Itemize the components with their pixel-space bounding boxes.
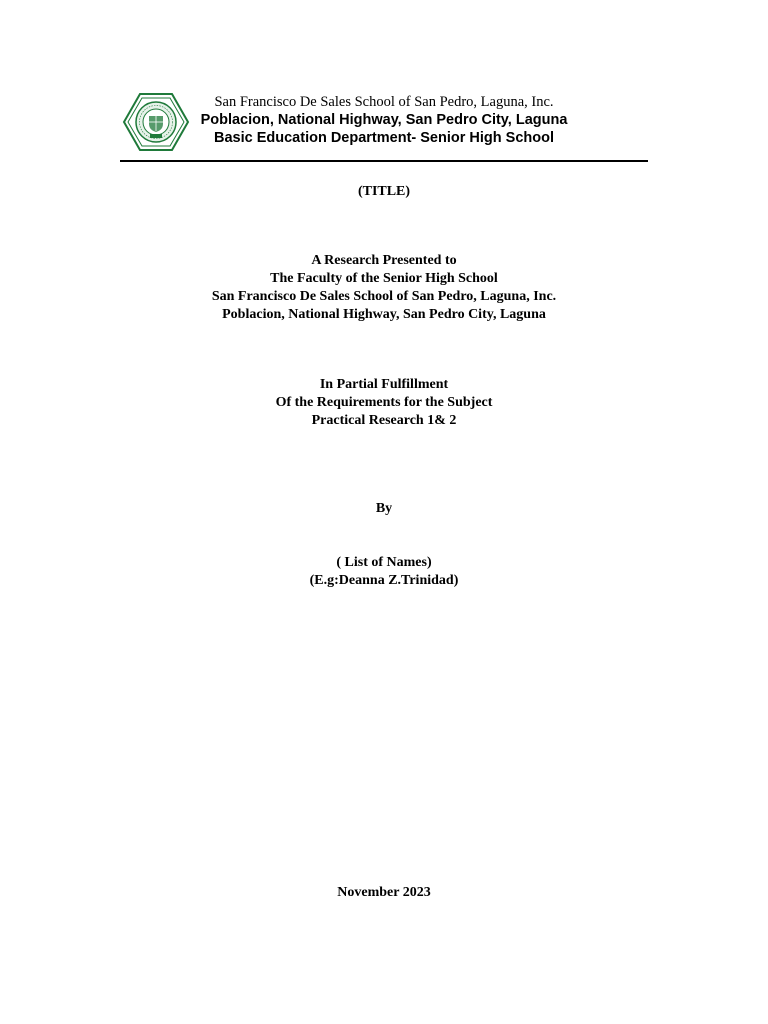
presented-line-3: San Francisco De Sales School of San Pedro, Laguna, Inc. bbox=[211, 289, 557, 304]
fulfillment-block bbox=[0, 376, 768, 430]
title-text: (TITLE) bbox=[357, 184, 411, 199]
names-block bbox=[0, 554, 768, 590]
document-header bbox=[120, 90, 650, 154]
fulfillment-line-3: Practical Research 1& 2 bbox=[311, 413, 457, 428]
by-text: By bbox=[375, 501, 393, 516]
fulfillment-line-2: Of the Requirements for the Subject bbox=[275, 395, 493, 410]
submission-date bbox=[0, 884, 768, 902]
presented-to-block bbox=[0, 252, 768, 324]
header-address: Poblacion, National Highway, San Pedro City, Laguna bbox=[200, 112, 568, 128]
header-divider bbox=[120, 160, 648, 162]
header-department: Basic Education Department- Senior High School bbox=[214, 130, 554, 146]
names-line-1: ( List of Names) bbox=[336, 555, 432, 570]
date-text: November 2023 bbox=[337, 885, 431, 900]
presented-line-2: The Faculty of the Senior High School bbox=[270, 271, 498, 286]
school-seal-icon bbox=[122, 92, 190, 152]
header-text bbox=[190, 94, 578, 147]
presented-line-4: Poblacion, National Highway, San Pedro City, Laguna bbox=[222, 307, 546, 322]
names-line-2: (E.g:Deanna Z.Trinidad) bbox=[309, 573, 459, 588]
fulfillment-line-1: In Partial Fulfillment bbox=[319, 377, 449, 392]
header-school-name: San Francisco De Sales School of San Pedro, Laguna, Inc. bbox=[214, 94, 554, 110]
document-title bbox=[0, 183, 768, 201]
presented-line-1: A Research Presented to bbox=[311, 253, 457, 268]
by-label bbox=[0, 500, 768, 518]
